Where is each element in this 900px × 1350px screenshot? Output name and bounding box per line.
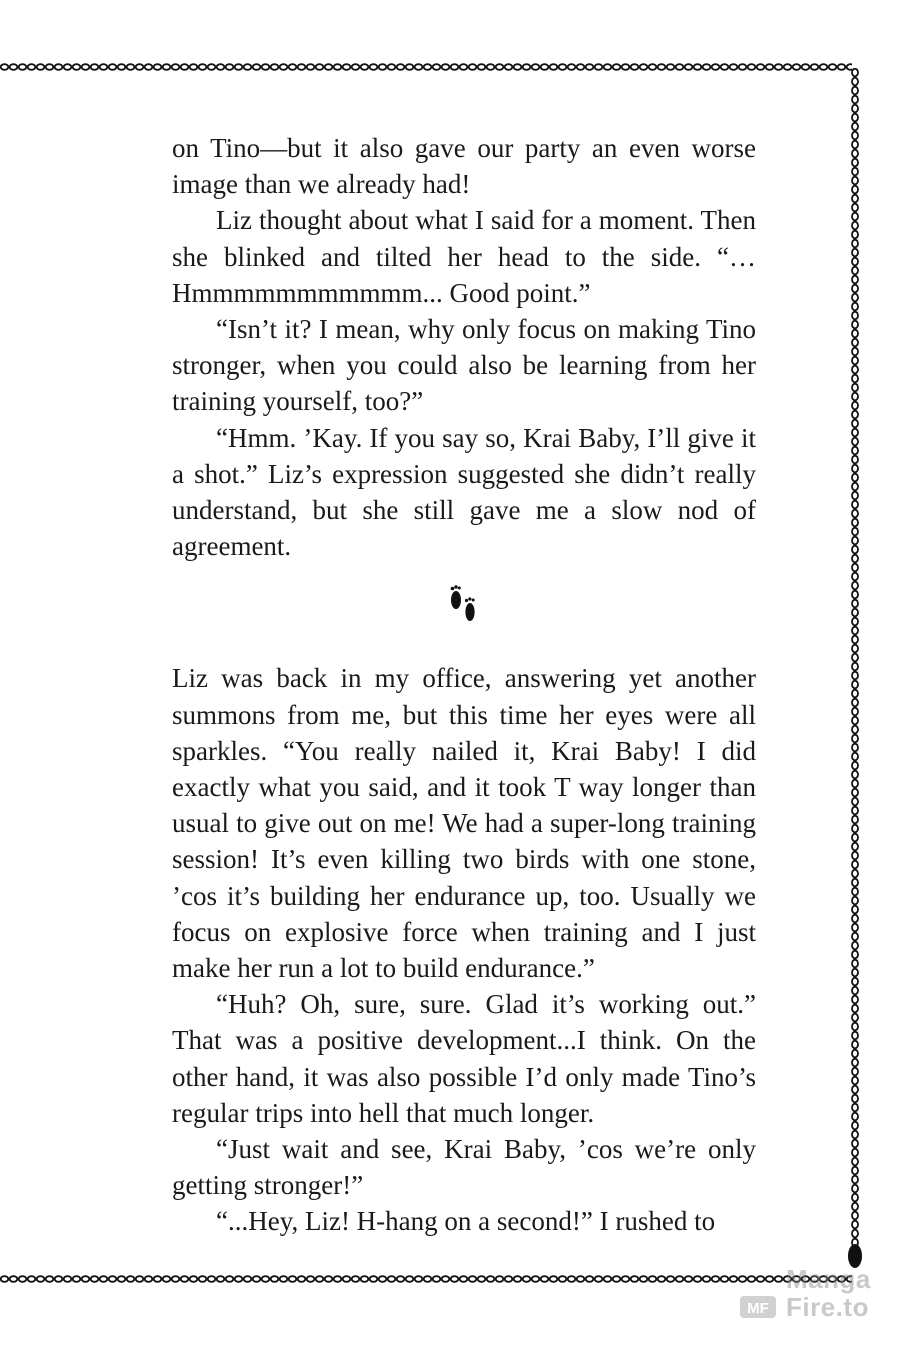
paragraph-8: “...Hey, Liz! H-hang on a second!” I rushed to: [216, 1206, 716, 1237]
chain-border-top: [0, 62, 852, 72]
chain-border-bottom: [0, 1274, 852, 1284]
paragraph-2: Liz thought about what I said for a moment. Then she blinked and tilted her head to the side. “… Hmmmmmmmmmmm... Good point.”: [172, 205, 756, 308]
svg-text:MF: MF: [747, 1300, 769, 1317]
paragraph-1: on Tino—but it also gave our party an even worse image than we already had!: [172, 133, 756, 200]
watermark-line-1: Manga: [786, 1264, 871, 1294]
paragraph-3: “Isn’t it? I mean, why only focus on making Tino stronger, when you could also be learning from her training yourself, too?”: [172, 314, 756, 417]
footprints-icon: [447, 582, 481, 626]
paragraph-4: “Hmm. ’Kay. If you say so, Krai Baby, I’ll give it a shot.” Liz’s expression suggested she didn’t really understand, but she still gave me a slow nod of agreement.: [172, 422, 756, 562]
mangafire-logo-icon: [738, 1292, 778, 1322]
scene-break: [172, 568, 756, 640]
paragraph-5: Liz was back in my office, answering yet another summons from me, but this time her eyes were all sparkles. “You really nailed it, Krai Baby! I did exactly what you said, and it took T way longer than usual to give out on me! We had a super-long training session! It’s even killing two birds with one stone, ’cos it’s building her endurance up, too. Usually we focus on explosive force when training and I just make her run a lot to build endurance.”: [172, 663, 756, 984]
page-body: [172, 130, 756, 1240]
paragraph-7: “Just wait and see, Krai Baby, ’cos we’re only getting stronger!”: [172, 1134, 756, 1201]
paragraph-6: “Huh? Oh, sure, sure. Glad it’s working out.” That was a positive development...I think. On the other hand, it was also possible I’d only made Tino’s regular trips into hell that much longer.: [172, 989, 756, 1128]
chain-border-right: [849, 68, 861, 1248]
watermark: [738, 1264, 878, 1324]
watermark-line-2: Fire.to: [786, 1292, 869, 1322]
